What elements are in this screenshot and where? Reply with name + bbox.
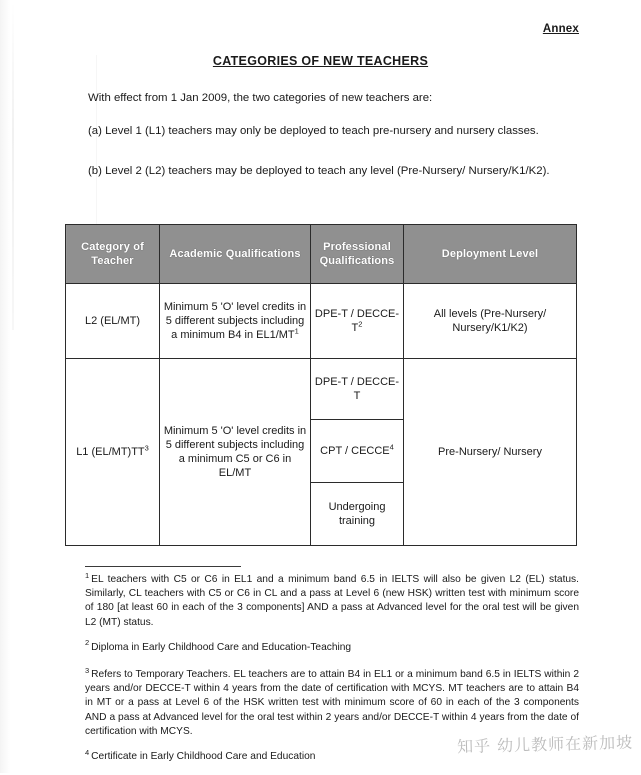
cell-professional-l1-option-3: Undergoing training: [328, 501, 386, 527]
footnote-1-marker: 1: [85, 570, 90, 580]
column-header-professional: Professional Qualifications: [311, 225, 404, 284]
cell-academic-l2-text: Minimum 5 'O' level credits in 5 different subjects including a minimum B4 in EL1/MT: [163, 301, 307, 341]
cell-category-l2: L2 (EL/MT): [66, 284, 160, 359]
cell-professional-l2: [311, 284, 404, 359]
footnote-ref-3: 3: [144, 443, 149, 453]
scan-artifact-left: [12, 0, 14, 330]
cell-professional-l1: [311, 359, 404, 546]
professional-subtable: [311, 359, 403, 545]
footnote-2: [85, 638, 579, 655]
table-row: [66, 359, 577, 546]
footnote-2-marker: 2: [85, 638, 90, 648]
cell-professional-l2-text: DPE-T / DECCE-T: [314, 308, 400, 334]
column-header-category: Category of Teacher: [66, 225, 160, 284]
footnote-4-text: Certificate in Early Childhood Care and Education: [91, 751, 316, 763]
professional-subrow: [311, 483, 403, 546]
intro-item-b: (b) Level 2 (L2) teachers may be deployed to teach any level (Pre-Nursery/ Nursery/K1/K2).: [88, 165, 550, 177]
footnote-2-text: Diploma in Early Childhood Care and Education-Teaching: [91, 641, 352, 653]
footnote-1-text: EL teachers with C5 or C6 in EL1 and a minimum band 6.5 in IELTS will also be given L2 (EL) status. Similarly, CL teachers with C5 or C6 in CL and a pass at Level 6 (new HSK) written test with minimum score of 180 [at least 60 in each of the 3 components] AND a pass at Advanced level for the oral test will be given L2 (MT) status.: [85, 574, 579, 628]
intro-item-a: (a) Level 1 (L1) teachers may only be deployed to teach pre-nursery and nursery classes.: [88, 125, 539, 137]
professional-subrow: [311, 359, 403, 420]
footnote-3-marker: 3: [85, 665, 90, 675]
page-title: CATEGORIES OF NEW TEACHERS: [212, 54, 429, 68]
cell-academic-l2: [160, 284, 311, 359]
footnote-ref-1: 1: [294, 326, 299, 336]
annex-label: Annex: [542, 23, 579, 35]
footnote-3: [85, 665, 579, 739]
cell-deployment-l2: All levels (Pre-Nursery/ Nursery/K1/K2): [404, 284, 577, 359]
cell-category-l1-text: L1 (EL/MT)TT: [76, 446, 145, 458]
categories-table: [65, 224, 577, 546]
footnote-4-marker: 4: [85, 747, 90, 757]
footnote-ref-4: 4: [389, 442, 394, 452]
cell-professional-l1-option-1-text: DPE-T / DECCE-T: [314, 376, 400, 402]
column-header-deployment: Deployment Level: [404, 225, 577, 284]
cell-category-l1: [66, 359, 160, 546]
cell-deployment-l1: Pre-Nursery/ Nursery: [404, 359, 577, 546]
cell-professional-l1-option-1: [311, 359, 403, 420]
professional-subrow: [311, 420, 403, 483]
footnote-3-text: Refers to Temporary Teachers. EL teachers are to attain B4 in EL1 or a minimum band 6.5 in IELTS within 2 years and/or DECCE-T within 4 years from the date of certification with MCYS. MT teachers are to attain B4 in MT or a pass at Level 6 of the HSK written test with minimum score of 60 in each of the 3 components AND a pass at Advanced level for the oral test within 2 years and/or DECCE-T within 4 years from the date of certification with MCYS.: [85, 669, 579, 737]
watermark: 知乎 幼儿教师在新加坡: [456, 732, 634, 757]
footnote-1: [85, 570, 579, 630]
footnote-ref-2: 2: [358, 319, 363, 329]
intro-effective-statement: With effect from 1 Jan 2009, the two categories of new teachers are:: [88, 92, 433, 104]
cell-academic-l1: Minimum 5 'O' level credits in 5 different subjects including a minimum C5 or C6 in EL/MT: [160, 359, 311, 546]
table-header-row: [66, 225, 577, 284]
footnote-separator: [85, 566, 241, 567]
cell-professional-l1-option-2-text: CPT / CECCE: [320, 445, 390, 457]
cell-professional-l1-option-2: [311, 420, 403, 483]
column-header-academic: Academic Qualifications: [160, 225, 311, 284]
table-row: [66, 284, 577, 359]
